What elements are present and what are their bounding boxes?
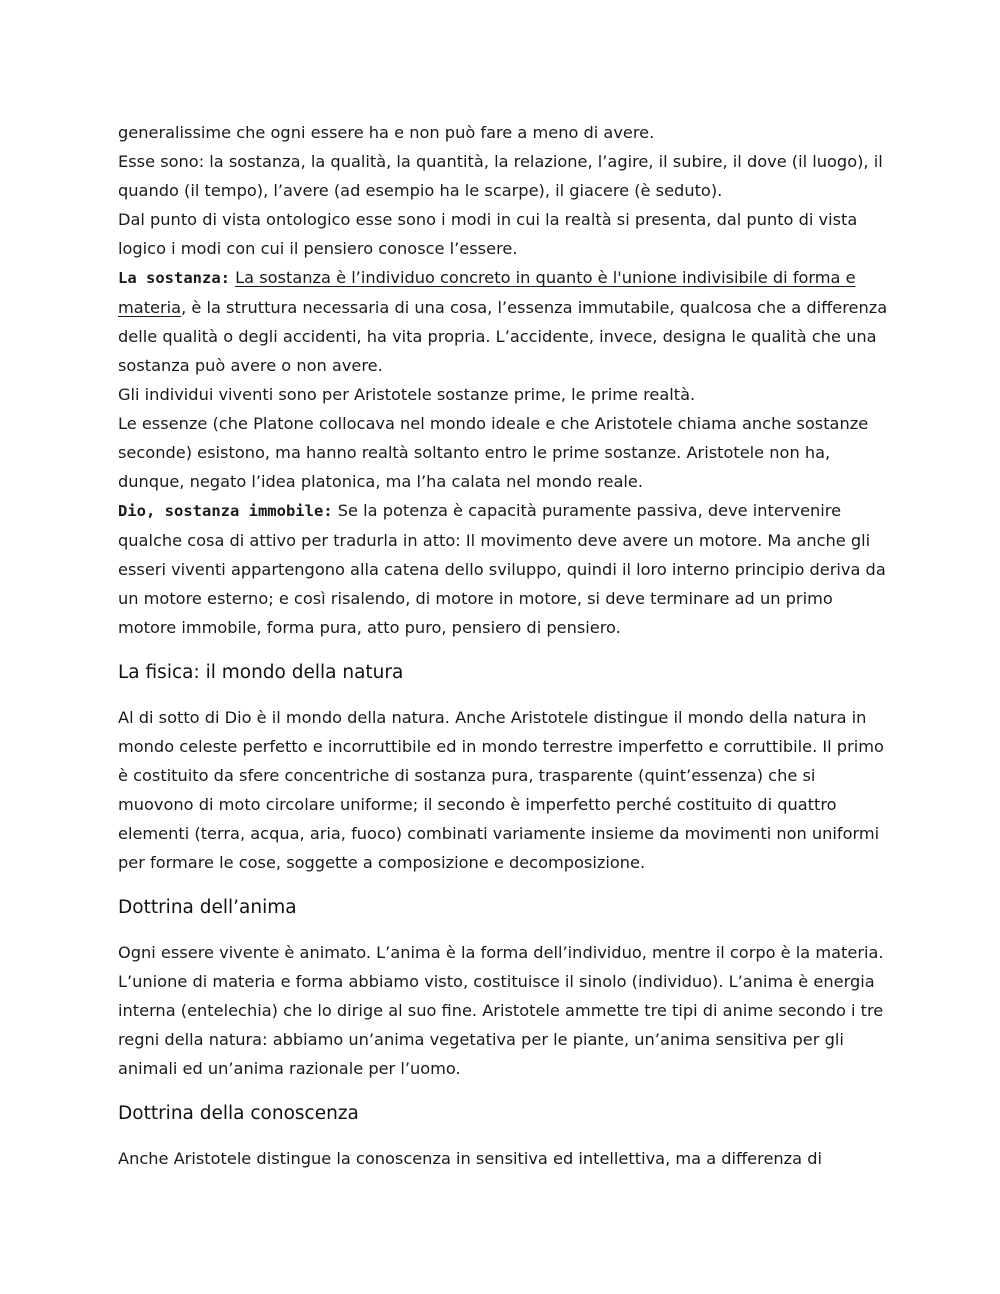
substance-description: , è la struttura necessaria di una cosa, l’essenza immutabile, qualcosa che a differenza delle qualità o degli accidenti, ha vita propria. L’accidente, invece, designa le qualità che una sostanza può avere o non avere. (118, 298, 888, 375)
section-heading-physics: La fisica: il mondo della natura (118, 662, 404, 683)
paragraph-categories-list: Esse sono: la sostanza, la qualità, la quantità, la relazione, l’agire, il subire, il dove (il luogo), il quando (il tempo), l’avere (ad esempio ha le scarpe), il giacere (è seduto). (118, 152, 883, 200)
section-heading-soul: Dottrina dell’anima (118, 897, 297, 918)
god-description: Se la potenza è capacità puramente passiva, deve intervenire qualche cosa di attivo per tradurla in atto: Il movimento deve avere un motore. Ma anche gli esseri viventi appartengono alla catena dello sviluppo, quindi il loro interno principio deriva da un motore esterno; e così risalendo, di motore in motore, si deve terminare ad un primo motore immobile, forma pura, atto puro, pensiero di pensiero. (118, 501, 886, 637)
section-heading-knowledge: Dottrina della conoscenza (118, 1103, 359, 1124)
paragraph-god (118, 496, 888, 642)
paragraph-substance (118, 263, 888, 380)
paragraph-ontological-view: Dal punto di vista ontologico esse sono i modi in cui la realtà si presenta, dal punto di vista logico i modi con cui il pensiero conosce l’essere. (118, 210, 858, 258)
document-page (118, 118, 888, 1173)
substance-label: La sostanza: (118, 269, 230, 287)
section-body-physics: Al di sotto di Dio è il mondo della natura. Anche Aristotele distingue il mondo della natura in mondo celeste perfetto e incorruttibile ed in mondo terrestre imperfetto e corruttibile. Il primo è costituito da sfere concentriche di sostanza pura, trasparente (quint’essenza) che si muovono di moto circolare uniforme; il secondo è imperfetto perché costituito di quattro elementi (terra, acqua, aria, fuoco) combinati variamente insieme da movimenti non uniformi per formare le cose, soggette a composizione e decomposizione. (118, 708, 884, 872)
section-body-soul: Ogni essere vivente è animato. L’anima è la forma dell’individuo, mentre il corpo è la materia. L’unione di materia e forma abbiamo visto, costituisce il sinolo (individuo). L’anima è energia interna (entelechia) che lo dirige al suo fine. Aristotele ammette tre tipi di anime secondo i tre regni della natura: abbiamo un’anima vegetativa per le piante, un’anima sensitiva per gli animali ed un’anima razionale per l’uomo. (118, 943, 884, 1078)
paragraph-essences: Le essenze (che Platone collocava nel mondo ideale e che Aristotele chiama anche sostanze seconde) esistono, ma hanno realtà soltanto entro le prime sostanze. Aristotele non ha, dunque, negato l’idea platonica, ma l’ha calata nel mondo reale. (118, 414, 869, 491)
section-body-knowledge: Anche Aristotele distingue la conoscenza in sensitiva ed intellettiva, ma a differenza di (118, 1149, 822, 1168)
substance-definition: La sostanza è l’individuo concreto in quanto è l'unione indivisibile di forma e materia (118, 268, 856, 317)
god-label: Dio, sostanza immobile: (118, 502, 333, 520)
paragraph-primary-substances: Gli individui viventi sono per Aristotele sostanze prime, le prime realtà. (118, 385, 696, 404)
paragraph-categories-intro: generalissime che ogni essere ha e non può fare a meno di avere. (118, 123, 655, 142)
